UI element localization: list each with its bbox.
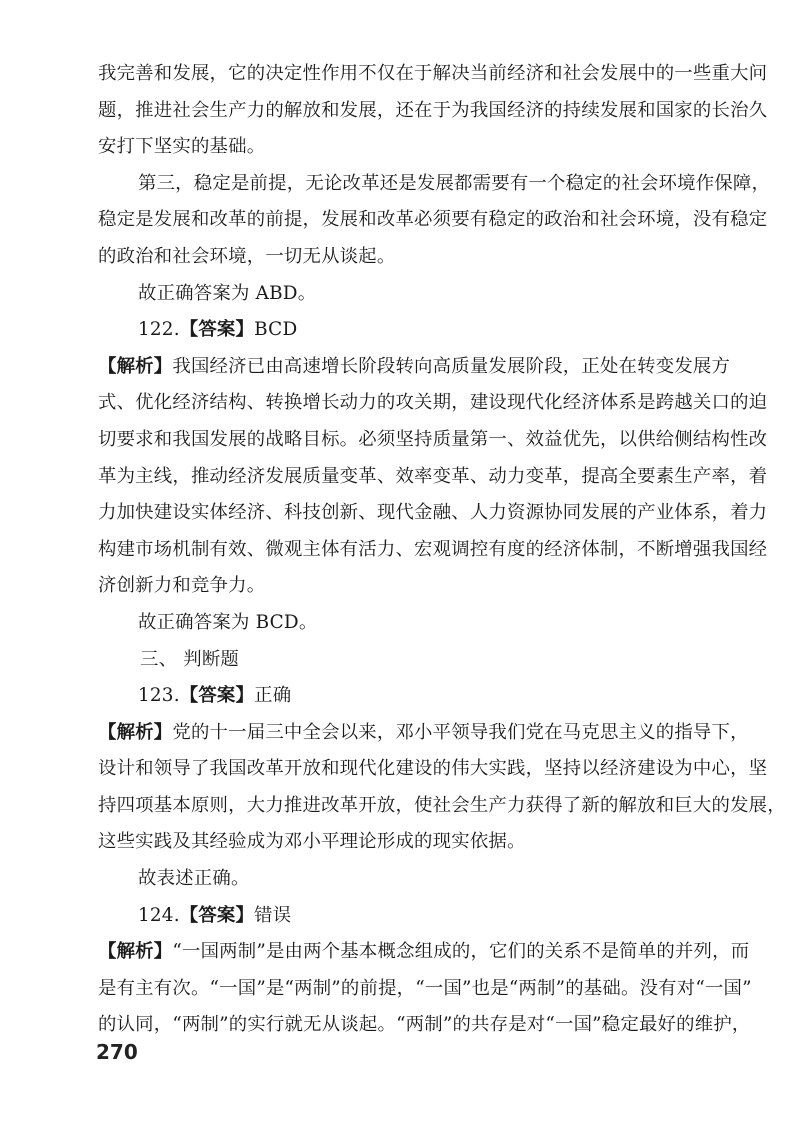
- conclusion-line: 故表述正确。: [138, 868, 250, 890]
- answer-label: 【答案】: [179, 685, 255, 707]
- text-line: 安打下坚实的基础。: [98, 136, 266, 158]
- analysis-line: [98, 715, 749, 752]
- analysis-line: [98, 934, 750, 971]
- conclusion-line: 故正确答案为 BCD。: [138, 611, 318, 633]
- text-line: 设计和领导了我国改革开放和现代化建设的伟大实践，坚持以经济建设为中心，坚: [98, 758, 768, 780]
- text-line: 是有主有次。“一国”是“两制”的前提，“一国”也是“两制”的基础。没有对“一国”: [98, 977, 752, 999]
- answer-line: [98, 678, 724, 715]
- text-line: 切要求和我国发展的战略目标。必须坚持质量第一、效益优先，以供给侧结构性改: [98, 428, 768, 450]
- analysis-text: “一国两制”是由两个基本概念组成的，它们的关系不是简单的并列，而: [172, 941, 750, 963]
- question-number: 123.: [138, 685, 180, 707]
- text-line: 第三，稳定是前提，无论改革还是发展都需要有一个稳定的社会环境作保障，: [138, 172, 771, 194]
- answer-value: 错误: [254, 904, 292, 926]
- text-line: 这些实践及其经验成为邓小平理论形成的现实依据。: [98, 831, 526, 853]
- question-number: 122.: [138, 319, 180, 341]
- question-number: 124.: [138, 904, 180, 926]
- analysis-label: 【解析】: [98, 721, 173, 743]
- section-heading: 三、 判断题: [140, 648, 239, 670]
- text-line: 济创新力和竞争力。: [98, 575, 266, 597]
- answer-line: [98, 898, 724, 935]
- text-line: 稳定是发展和改革的前提，发展和改革必须要有稳定的政治和社会环境，没有稳定: [98, 209, 768, 231]
- text-line: 革为主线，推动经济发展质量变革、效率变革、动力变革，提高全要素生产率，着: [98, 465, 768, 487]
- document-body: [98, 56, 786, 1044]
- analysis-text: 党的十一届三中全会以来，邓小平领导我们党在马克思主义的指导下，: [172, 721, 749, 743]
- text-line: 题，推进社会生产力的解放和发展，还在于为我国经济的持续发展和国家的长治久: [98, 99, 768, 121]
- text-line: 持四项基本原则，大力推进改革开放，使社会生产力获得了新的解放和巨大的发展，: [98, 794, 786, 816]
- page-number: 270: [96, 1040, 138, 1064]
- conclusion-line: 故正确答案为 ABD。: [138, 282, 317, 304]
- answer-label: 【答案】: [179, 319, 255, 341]
- answer-line: [98, 312, 724, 349]
- text-line: 我完善和发展，它的决定性作用不仅在于解决当前经济和社会发展中的一些重大问: [98, 63, 768, 84]
- analysis-text: 我国经济已由高速增长阶段转向高质量发展阶段，正处在转变发展方: [172, 355, 731, 377]
- analysis-line: [98, 349, 731, 386]
- analysis-label: 【解析】: [98, 355, 173, 377]
- text-line: 式、优化经济结构、转换增长动力的攻关期，建设现代化经济体系是跨越关口的迫: [98, 392, 768, 414]
- analysis-label: 【解析】: [98, 941, 173, 963]
- text-line: 力加快建设实体经济、科技创新、现代金融、人力资源协同发展的产业体系，着力: [98, 502, 768, 524]
- text-line: 的认同，“两制”的实行就无从谈起。“两制”的共存是对“一国”稳定最好的维护，: [98, 1014, 751, 1036]
- text-line: 构建市场机制有效、微观主体有活力、宏观调控有度的经济体制，不断增强我国经: [98, 538, 768, 560]
- answer-label: 【答案】: [179, 904, 255, 926]
- text-line: 的政治和社会环境，一切无从谈起。: [98, 245, 396, 267]
- answer-value: 正确: [254, 685, 292, 707]
- answer-value: BCD: [254, 319, 298, 341]
